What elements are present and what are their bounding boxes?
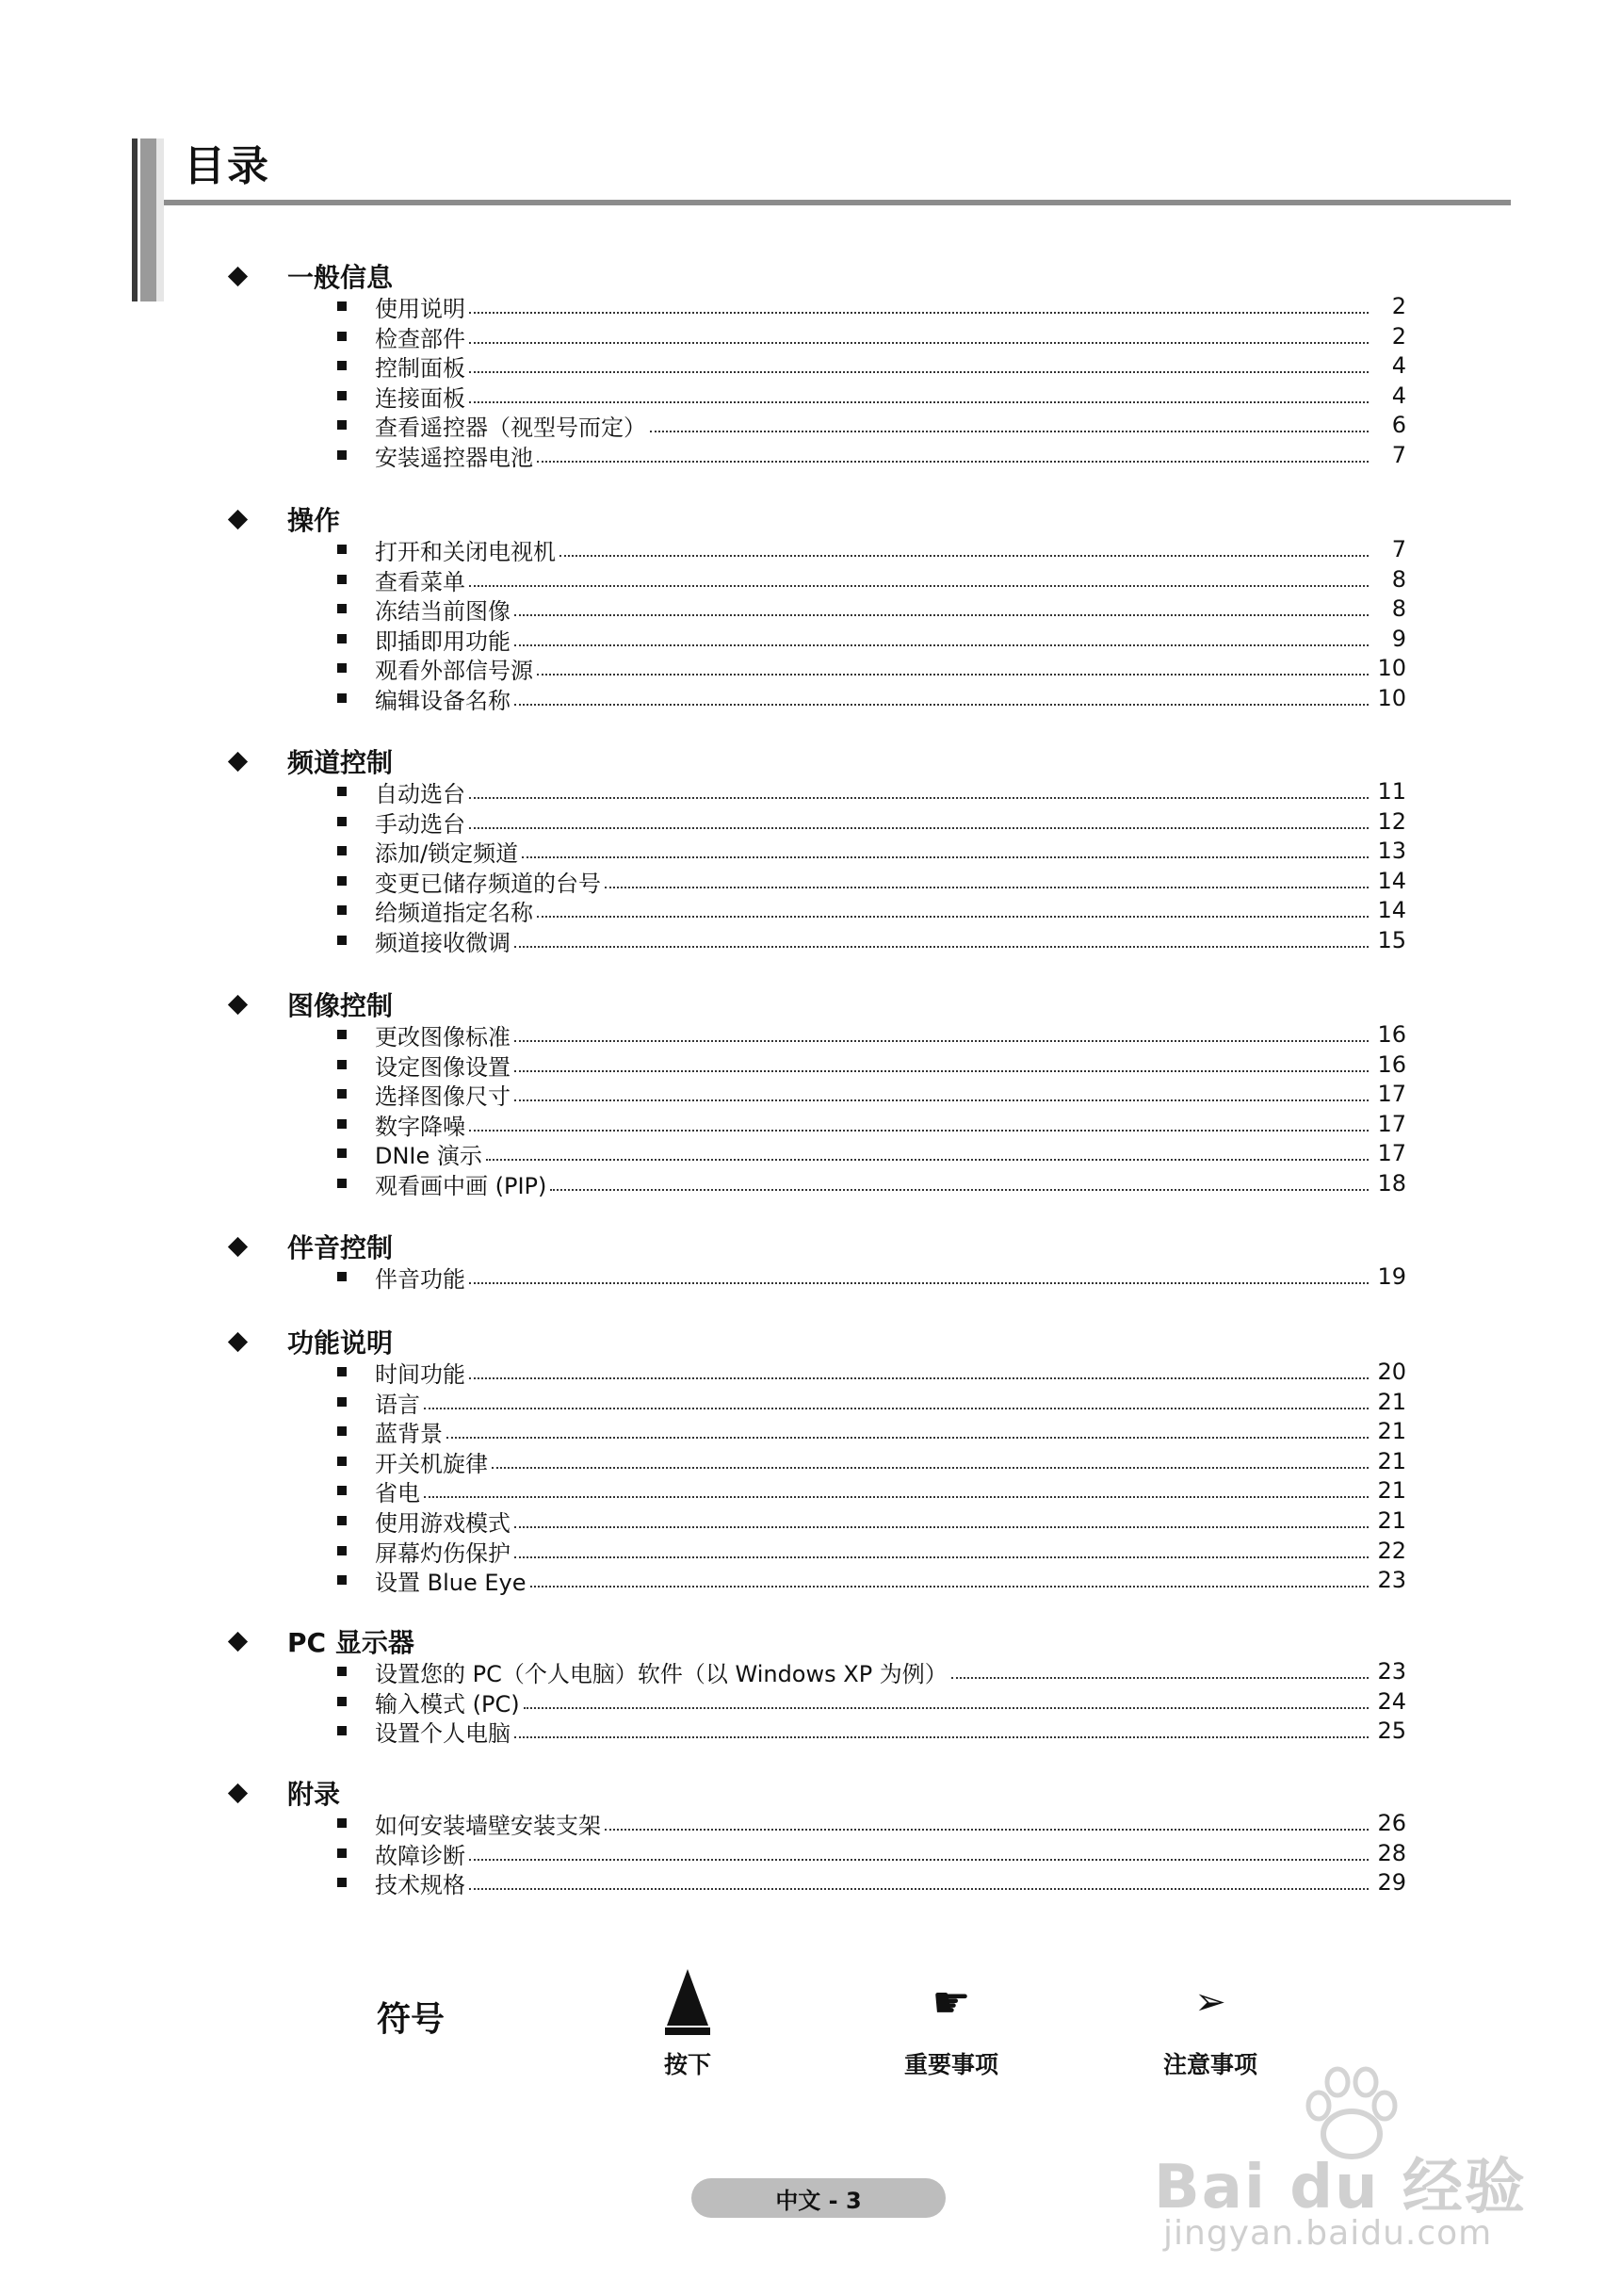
toc-page-number: 7 bbox=[1391, 442, 1406, 468]
diamond-bullet-icon bbox=[228, 1331, 248, 1351]
toc-entry-label: 使用游戏模式 bbox=[375, 1509, 511, 1537]
dot-leader bbox=[469, 1377, 1369, 1379]
toc-page-number: 8 bbox=[1391, 595, 1406, 622]
toc-entry-label: 频道接收微调 bbox=[375, 929, 511, 956]
square-bullet-icon bbox=[337, 1089, 347, 1099]
title-divider bbox=[164, 200, 1511, 205]
toc-entry[interactable] bbox=[337, 411, 1406, 439]
dot-leader bbox=[537, 461, 1369, 463]
dot-leader bbox=[469, 585, 1369, 587]
dot-leader bbox=[550, 1189, 1369, 1191]
toc-entry[interactable] bbox=[337, 1388, 1406, 1416]
square-bullet-icon bbox=[337, 817, 347, 826]
toc-entry[interactable] bbox=[337, 837, 1406, 865]
toc-page-number: 7 bbox=[1391, 536, 1406, 562]
toc-entry-label: 设置您的 PC（个人电脑）软件（以 Windows XP 为例） bbox=[375, 1660, 948, 1687]
toc-entry[interactable] bbox=[337, 1809, 1406, 1837]
dot-leader bbox=[469, 371, 1369, 373]
square-bullet-icon bbox=[337, 1697, 347, 1706]
toc-page-number: 13 bbox=[1377, 838, 1406, 864]
square-bullet-icon bbox=[337, 693, 347, 703]
toc-page-number: 8 bbox=[1391, 566, 1406, 593]
toc-entry-label: 给频道指定名称 bbox=[375, 899, 533, 926]
toc-page-number: 16 bbox=[1377, 1021, 1406, 1048]
square-bullet-icon bbox=[337, 1060, 347, 1069]
section-title: 一般信息 bbox=[287, 262, 394, 293]
toc-entry[interactable] bbox=[337, 1566, 1406, 1594]
toc-entry[interactable] bbox=[337, 896, 1406, 924]
toc-entry-label: 省电 bbox=[375, 1479, 420, 1506]
toc-entry-label: 查看遥控器（视型号而定） bbox=[375, 414, 646, 441]
toc-entry-label: 安装遥控器电池 bbox=[375, 444, 533, 471]
toc-entry-label: 选择图像尺寸 bbox=[375, 1083, 511, 1110]
toc-page-number: 21 bbox=[1377, 1477, 1406, 1504]
toc-entry-label: 即插即用功能 bbox=[375, 627, 511, 655]
square-bullet-icon bbox=[337, 846, 347, 855]
square-bullet-icon bbox=[337, 1148, 347, 1158]
dot-leader bbox=[469, 401, 1369, 403]
diamond-bullet-icon bbox=[228, 751, 248, 771]
toc-page-number: 21 bbox=[1377, 1507, 1406, 1534]
toc-page-number: 17 bbox=[1377, 1081, 1406, 1107]
square-bullet-icon bbox=[337, 1667, 347, 1676]
toc-entry[interactable] bbox=[337, 1687, 1406, 1716]
toc-entry-label: 控制面板 bbox=[375, 354, 465, 382]
toc-entry[interactable] bbox=[337, 684, 1406, 712]
toc-entry[interactable] bbox=[337, 1839, 1406, 1867]
toc-entry[interactable] bbox=[337, 1868, 1406, 1897]
toc-page-number: 23 bbox=[1377, 1567, 1406, 1593]
square-bullet-icon bbox=[337, 1030, 347, 1039]
watermark-url: jingyan.baidu.com bbox=[1163, 2214, 1493, 2253]
toc-entry[interactable] bbox=[337, 807, 1406, 836]
toc-entry-label: 故障诊断 bbox=[375, 1842, 465, 1869]
page-number-badge: 中文 - 3 bbox=[691, 2178, 946, 2218]
diamond-bullet-icon bbox=[228, 1783, 248, 1802]
toc-page-number: 15 bbox=[1377, 927, 1406, 953]
toc-entry-label: 自动选台 bbox=[375, 780, 465, 807]
toc-entry[interactable] bbox=[337, 777, 1406, 806]
diamond-bullet-icon bbox=[228, 1236, 248, 1256]
toc-entry-label: 屏幕灼伤保护 bbox=[375, 1539, 511, 1567]
square-bullet-icon bbox=[337, 545, 347, 554]
dot-leader bbox=[514, 704, 1369, 706]
symbol-label: 按下 bbox=[663, 2051, 711, 2078]
square-bullet-icon bbox=[337, 905, 347, 915]
toc-entry[interactable] bbox=[337, 322, 1406, 350]
square-bullet-icon bbox=[337, 575, 347, 584]
toc-entry[interactable] bbox=[337, 382, 1406, 410]
toc-entry-label: 更改图像标准 bbox=[375, 1023, 511, 1050]
square-bullet-icon bbox=[337, 332, 347, 341]
square-bullet-icon bbox=[337, 450, 347, 460]
dot-leader bbox=[605, 887, 1369, 888]
toc-entry-label: 检查部件 bbox=[375, 325, 465, 352]
dot-leader bbox=[446, 1437, 1369, 1439]
square-bullet-icon bbox=[337, 1119, 347, 1129]
toc-page-number: 2 bbox=[1391, 323, 1406, 350]
dot-leader bbox=[486, 1159, 1369, 1161]
toc-page-number: 22 bbox=[1377, 1538, 1406, 1564]
toc-entry[interactable] bbox=[337, 1476, 1406, 1505]
section-heading bbox=[231, 257, 393, 295]
toc-entry[interactable] bbox=[337, 1262, 1406, 1291]
header-side-bar bbox=[132, 138, 164, 301]
toc-entry-label: 使用说明 bbox=[375, 295, 465, 322]
toc-page-number: 17 bbox=[1377, 1111, 1406, 1137]
press-base bbox=[665, 2027, 710, 2035]
toc-page-number: 25 bbox=[1377, 1718, 1406, 1744]
arrow-icon: ➢ bbox=[1194, 1980, 1226, 2024]
toc-entry-label: 观看画中画 (PIP) bbox=[375, 1172, 547, 1199]
toc-page-number: 6 bbox=[1391, 412, 1406, 438]
toc-page-number: 23 bbox=[1377, 1658, 1406, 1685]
toc-entry-label: 如何安装墙壁安装支架 bbox=[375, 1812, 601, 1839]
dot-leader bbox=[524, 1707, 1369, 1709]
dot-leader bbox=[514, 946, 1369, 948]
square-bullet-icon bbox=[337, 420, 347, 430]
section-title: 功能说明 bbox=[287, 1327, 394, 1359]
toc-entry[interactable] bbox=[337, 441, 1406, 469]
toc-entry-label: 时间功能 bbox=[375, 1360, 465, 1388]
toc-page-number: 20 bbox=[1377, 1359, 1406, 1385]
toc-entry[interactable] bbox=[337, 565, 1406, 594]
watermark bbox=[1154, 2063, 1568, 2252]
square-bullet-icon bbox=[337, 1179, 347, 1188]
dot-leader bbox=[514, 1556, 1369, 1558]
square-bullet-icon bbox=[337, 1486, 347, 1495]
toc-entry[interactable] bbox=[337, 1139, 1406, 1167]
dot-leader bbox=[537, 916, 1369, 918]
toc-entry-label: 冻结当前图像 bbox=[375, 597, 511, 625]
diamond-bullet-icon bbox=[228, 509, 248, 529]
toc-page-number: 10 bbox=[1377, 655, 1406, 681]
toc-entry-label: 蓝背景 bbox=[375, 1420, 443, 1447]
section-title: 操作 bbox=[287, 505, 341, 536]
toc-entry-label: 查看菜单 bbox=[375, 568, 465, 595]
dot-leader bbox=[424, 1496, 1369, 1498]
dot-leader bbox=[514, 1040, 1369, 1042]
toc-entry-label: 设定图像设置 bbox=[375, 1053, 511, 1081]
toc-entry-label: 手动选台 bbox=[375, 810, 465, 838]
watermark-brand: Bai du 经验 bbox=[1154, 2153, 1527, 2223]
toc-entry[interactable] bbox=[337, 1447, 1406, 1475]
section-title: 伴音控制 bbox=[287, 1232, 394, 1263]
toc-entry-label: 打开和关闭电视机 bbox=[375, 538, 556, 565]
toc-entry-label: 添加/锁定频道 bbox=[375, 839, 519, 867]
toc-entry-label: 语言 bbox=[375, 1391, 420, 1418]
toc-page-number: 14 bbox=[1377, 897, 1406, 923]
dot-leader bbox=[469, 1859, 1369, 1861]
toc-entry-label: 连接面板 bbox=[375, 384, 465, 412]
square-bullet-icon bbox=[337, 391, 347, 400]
square-bullet-icon bbox=[337, 1426, 347, 1436]
square-bullet-icon bbox=[337, 1575, 347, 1585]
square-bullet-icon bbox=[337, 361, 347, 370]
toc-entry-label: 编辑设备名称 bbox=[375, 687, 511, 714]
section-title: 图像控制 bbox=[287, 990, 394, 1021]
toc-entry-label: 伴音功能 bbox=[375, 1265, 465, 1293]
pointing-hand-icon: ☛ bbox=[932, 1977, 971, 2027]
toc-entry[interactable] bbox=[337, 654, 1406, 682]
toc-entry-label: 输入模式 (PC) bbox=[375, 1690, 520, 1718]
section-heading bbox=[231, 1323, 393, 1360]
toc-entry-label: 变更已储存频道的台号 bbox=[375, 870, 601, 897]
toc-entry[interactable] bbox=[337, 926, 1406, 954]
dot-leader bbox=[951, 1677, 1369, 1679]
dot-leader bbox=[514, 1099, 1369, 1101]
toc-entry[interactable] bbox=[337, 1050, 1406, 1079]
square-bullet-icon bbox=[337, 634, 347, 643]
toc-entry-label: 观看外部信号源 bbox=[375, 657, 533, 684]
toc-page-number: 11 bbox=[1377, 778, 1406, 805]
dot-leader bbox=[469, 1130, 1369, 1132]
toc-page-number: 16 bbox=[1377, 1051, 1406, 1078]
dot-leader bbox=[469, 797, 1369, 799]
square-bullet-icon bbox=[337, 876, 347, 886]
symbol-important bbox=[848, 1969, 1055, 2080]
toc-page-number: 14 bbox=[1377, 868, 1406, 894]
toc-page-number: 29 bbox=[1377, 1869, 1406, 1896]
toc-entry-label: 开关机旋律 bbox=[375, 1450, 488, 1477]
page-title: 目录 bbox=[184, 142, 270, 190]
dot-leader bbox=[469, 1888, 1369, 1890]
toc-page-number: 12 bbox=[1377, 808, 1406, 835]
toc-entry[interactable] bbox=[337, 1080, 1406, 1108]
dot-leader bbox=[537, 674, 1369, 676]
diamond-bullet-icon bbox=[228, 266, 248, 285]
section-heading bbox=[231, 742, 393, 780]
square-bullet-icon bbox=[337, 604, 347, 613]
dot-leader bbox=[605, 1829, 1369, 1831]
square-bullet-icon bbox=[337, 1516, 347, 1525]
dot-leader bbox=[469, 342, 1369, 344]
toc-entry[interactable] bbox=[337, 1417, 1406, 1445]
toc-page-number: 21 bbox=[1377, 1389, 1406, 1415]
dot-leader bbox=[469, 827, 1369, 829]
square-bullet-icon bbox=[337, 1818, 347, 1828]
square-bullet-icon bbox=[337, 1546, 347, 1555]
toc-entry-label: 设置 Blue Eye bbox=[375, 1569, 527, 1596]
toc-entry-label: DNIe 演示 bbox=[375, 1142, 482, 1169]
section-heading bbox=[231, 1228, 393, 1265]
toc-entry[interactable] bbox=[337, 292, 1406, 320]
square-bullet-icon bbox=[337, 1367, 347, 1376]
toc-entry[interactable] bbox=[337, 1169, 1406, 1197]
toc-entry[interactable] bbox=[337, 867, 1406, 895]
toc-entry[interactable] bbox=[337, 1506, 1406, 1535]
toc-entry-label: 设置个人电脑 bbox=[375, 1719, 511, 1747]
press-icon bbox=[667, 1969, 708, 2026]
dot-leader bbox=[424, 1408, 1369, 1409]
toc-entry[interactable] bbox=[337, 1717, 1406, 1745]
square-bullet-icon bbox=[337, 301, 347, 311]
toc-page-number: 4 bbox=[1391, 383, 1406, 409]
symbol-press bbox=[584, 1969, 791, 2080]
square-bullet-icon bbox=[337, 787, 347, 796]
toc-page-number: 17 bbox=[1377, 1140, 1406, 1166]
toc-page-number: 21 bbox=[1377, 1448, 1406, 1474]
dot-leader bbox=[530, 1586, 1370, 1588]
section-heading bbox=[231, 985, 393, 1023]
dot-leader bbox=[514, 1526, 1369, 1528]
toc-page-number: 10 bbox=[1377, 685, 1406, 711]
toc-page-number: 24 bbox=[1377, 1688, 1406, 1715]
square-bullet-icon bbox=[337, 1272, 347, 1281]
toc-entry[interactable] bbox=[337, 625, 1406, 653]
dot-leader bbox=[522, 856, 1369, 858]
dot-leader bbox=[469, 312, 1369, 314]
square-bullet-icon bbox=[337, 663, 347, 673]
toc-page-number: 28 bbox=[1377, 1840, 1406, 1866]
toc-page-number: 26 bbox=[1377, 1810, 1406, 1836]
dot-leader bbox=[514, 644, 1369, 646]
square-bullet-icon bbox=[337, 1848, 347, 1858]
square-bullet-icon bbox=[337, 1457, 347, 1466]
section-title: 附录 bbox=[287, 1779, 341, 1810]
toc-page-number: 18 bbox=[1377, 1170, 1406, 1197]
toc-page-number: 21 bbox=[1377, 1418, 1406, 1444]
symbols-title: 符号 bbox=[377, 2000, 446, 2039]
toc-entry-label: 数字降噪 bbox=[375, 1113, 465, 1140]
toc-page-number: 4 bbox=[1391, 352, 1406, 379]
square-bullet-icon bbox=[337, 1726, 347, 1735]
toc-entry[interactable] bbox=[337, 535, 1406, 563]
diamond-bullet-icon bbox=[228, 1631, 248, 1651]
section-heading bbox=[231, 500, 340, 538]
section-title: PC 显示器 bbox=[287, 1627, 414, 1658]
toc-entry[interactable] bbox=[337, 594, 1406, 623]
dot-leader bbox=[514, 614, 1369, 616]
symbol-label: 重要事项 bbox=[903, 2051, 998, 2078]
toc-page-number: 9 bbox=[1391, 626, 1406, 652]
toc-entry[interactable] bbox=[337, 1020, 1406, 1049]
dot-leader bbox=[514, 1736, 1369, 1738]
toc-page-number: 2 bbox=[1391, 293, 1406, 319]
toc-entry-label: 技术规格 bbox=[375, 1871, 465, 1898]
dot-leader bbox=[514, 1070, 1369, 1072]
dot-leader bbox=[492, 1467, 1369, 1469]
dot-leader bbox=[559, 555, 1369, 557]
toc-entry[interactable] bbox=[337, 1657, 1406, 1685]
square-bullet-icon bbox=[337, 1397, 347, 1407]
section-title: 频道控制 bbox=[287, 747, 394, 778]
toc-entry[interactable] bbox=[337, 1110, 1406, 1138]
toc-entry[interactable] bbox=[337, 1537, 1406, 1565]
toc-entry[interactable] bbox=[337, 1358, 1406, 1386]
dot-leader bbox=[650, 431, 1369, 432]
diamond-bullet-icon bbox=[228, 994, 248, 1014]
square-bullet-icon bbox=[337, 936, 347, 945]
square-bullet-icon bbox=[337, 1878, 347, 1887]
symbol-label: 注意事项 bbox=[1162, 2051, 1257, 2078]
section-heading bbox=[231, 1774, 340, 1812]
toc-page-number: 19 bbox=[1377, 1263, 1406, 1290]
toc-entry[interactable] bbox=[337, 351, 1406, 380]
dot-leader bbox=[469, 1282, 1369, 1284]
